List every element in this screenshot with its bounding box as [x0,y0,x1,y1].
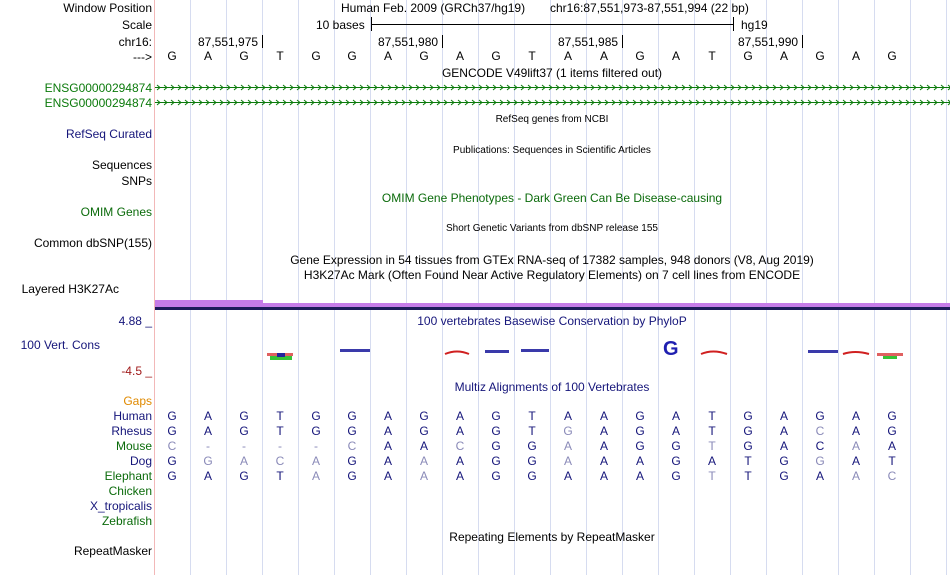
multiz-track-title: Multiz Alignments of 100 Vertebrates [454,380,650,394]
species-label-xtropicalis: X_tropicalis [89,499,152,513]
alignment-base: G [671,469,681,483]
alignment-base: T [888,454,896,468]
alignment-base: G [347,469,357,483]
alignment-base: G [491,439,501,453]
scale-label: Scale [121,18,152,32]
publications-track-title: Publications: Sequences in Scientific Articles [453,145,651,156]
reference-base: G [635,49,645,63]
omim-track-title: OMIM Gene Phenotypes - Dark Green Can Be Disease-causing [381,191,723,205]
position-readout: chr16:87,551,973-87,551,994 (22 bp) [550,1,749,15]
reference-base: G [239,49,249,63]
reference-base: A [599,49,608,63]
alignment-base: C [455,439,465,453]
alignment-base: G [527,439,537,453]
alignment-base: G [311,409,321,423]
alignment-base: G [239,424,249,438]
alignment-base: A [779,439,788,453]
alignment-base: T [276,409,284,423]
reference-base: A [779,49,788,63]
reference-base: A [383,49,392,63]
alignment-base: A [455,409,464,423]
alignment-base: G [743,424,753,438]
repeatmasker-track-title: Repeating Elements by RepeatMasker [449,530,655,544]
alignment-base: A [563,439,572,453]
scale-assembly: hg19 [741,18,768,32]
alignment-base: A [815,469,824,483]
alignment-base: G [887,424,897,438]
alignment-base: A [671,424,680,438]
alignment-base: C [815,424,825,438]
alignment-base: A [311,469,320,483]
chrom-label: chr16: [118,35,152,49]
alignment-base: G [491,469,501,483]
gene-model-1[interactable] [155,84,950,91]
alignment-base: A [851,409,860,423]
alignment-base: G [347,424,357,438]
coord-1: 87,551,975 [198,35,259,49]
alignment-base: G [563,424,573,438]
reference-base: T [708,49,716,63]
alignment-base: A [599,439,608,453]
alignment-base: G [239,469,249,483]
alignment-base: G [527,454,537,468]
reference-base: G [815,49,825,63]
alignment-base: T [708,409,716,423]
gaps-label: Gaps [123,394,152,408]
alignment-base: A [455,424,464,438]
h3k27ac-track-label[interactable]: Layered H3K27Ac [21,282,119,296]
coord-tick-2 [442,35,443,48]
alignment-base: G [167,409,177,423]
species-label-mouse: Mouse [115,439,152,453]
alignment-base: - [242,439,246,453]
gene-model-2[interactable] [155,99,950,106]
snps-track-label[interactable]: SNPs [121,174,152,188]
gtex-track-title: Gene Expression in 54 tissues from GTEx RNA-seq of 17382 samples, 948 donors (V8, Aug 2019) [290,253,814,267]
alignment-base: A [599,409,608,423]
alignment-base: A [419,454,428,468]
scale-bar-label: 10 bases [316,18,365,32]
alignment-base: A [383,439,392,453]
alignment-base: G [419,424,429,438]
alignment-base: A [851,454,860,468]
alignment-base: A [419,439,428,453]
gene-label-1[interactable]: ENSG00000294874 [44,81,152,95]
coord-tick-3 [622,35,623,48]
species-label-chicken: Chicken [108,484,152,498]
alignment-base: T [528,424,536,438]
alignment-base: A [455,454,464,468]
species-label-human: Human [113,409,152,423]
alignment-base: G [887,409,897,423]
alignment-base: A [671,409,680,423]
reference-base: A [851,49,860,63]
species-label-rhesus: Rhesus [111,424,152,438]
alignment-base: A [779,424,788,438]
alignment-base: T [708,439,716,453]
strand-arrow-label: ---> [133,50,152,64]
alignment-base: A [851,424,860,438]
coord-2: 87,551,980 [378,35,439,49]
reference-base: G [419,49,429,63]
track-label-column [0,0,155,575]
h3k27ac-track-title: H3K27Ac Mark (Often Found Near Active Regulatory Elements) on 7 cell lines from ENCODE [303,268,801,282]
alignment-base: G [527,469,537,483]
alignment-base: A [203,409,212,423]
alignment-base: A [311,454,320,468]
reference-base: A [563,49,572,63]
reference-base: G [311,49,321,63]
alignment-base: G [815,454,825,468]
conservation-logo [155,338,950,364]
alignment-base: T [276,469,284,483]
reference-base: G [887,49,897,63]
alignment-base: - [314,439,318,453]
alignment-base: A [455,469,464,483]
alignment-base: G [779,469,789,483]
coord-tick-4 [802,35,803,48]
cons-max-label: 4.88 _ [118,314,152,328]
alignment-base: T [708,469,716,483]
reference-base: A [671,49,680,63]
refseq-track-label[interactable]: RefSeq Curated [65,127,152,141]
reference-base: G [347,49,357,63]
scale-bar-tick-right [733,17,734,31]
sequences-track-label[interactable]: Sequences [91,158,152,172]
alignment-base: G [491,409,501,423]
alignment-base: C [275,454,285,468]
species-label-zebrafish: Zebrafish [101,514,152,528]
gencode-track-title: GENCODE V49lift37 (1 items filtered out) [441,66,663,80]
alignment-base: T [744,454,752,468]
refseq-track-title: RefSeq genes from NCBI [495,114,609,125]
reference-base: T [276,49,284,63]
alignment-base: A [239,454,248,468]
alignment-base: A [203,469,212,483]
reference-base: G [167,49,177,63]
dbsnp-track-label[interactable]: Common dbSNP(155) [33,236,152,250]
omim-track-label[interactable]: OMIM Genes [80,205,152,219]
phylop-track-title: 100 vertebrates Basewise Conservation by PhyloP [417,314,687,328]
gene-label-2[interactable]: ENSG00000294874 [44,96,152,110]
coord-3: 87,551,985 [558,35,619,49]
alignment-base: - [278,439,282,453]
alignment-base: G [347,409,357,423]
alignment-base: G [635,424,645,438]
alignment-base: C [887,469,897,483]
alignment-base: G [779,454,789,468]
alignment-base: C [167,439,177,453]
scale-bar [371,24,733,25]
species-label-elephant: Elephant [104,469,152,483]
alignment-base: G [743,439,753,453]
alignment-base: G [491,424,501,438]
alignment-base: A [419,469,428,483]
h3k27ac-baseline [155,307,950,310]
alignment-base: A [563,454,572,468]
reference-base: A [455,49,464,63]
cons-min-label: -4.5 _ [121,364,152,378]
alignment-base: G [203,454,213,468]
reference-base: G [491,49,501,63]
alignment-base: A [203,424,212,438]
alignment-base: A [635,469,644,483]
track-image[interactable] [155,0,950,575]
alignment-base: G [743,409,753,423]
alignment-base: G [167,454,177,468]
alignment-base: G [167,424,177,438]
alignment-base: A [599,424,608,438]
alignment-base: A [887,439,896,453]
alignment-base: A [383,424,392,438]
coord-tick-1 [262,35,263,48]
reference-base: G [743,49,753,63]
alignment-base: A [383,469,392,483]
alignment-base: A [383,454,392,468]
repeatmasker-track-label[interactable]: RepeatMasker [73,544,152,558]
alignment-base: G [491,454,501,468]
alignment-base: A [599,469,608,483]
alignment-base: A [563,469,572,483]
cons-track-label[interactable]: 100 Vert. Cons [20,338,100,352]
alignment-base: - [206,439,210,453]
alignment-base: A [851,439,860,453]
reference-base: T [528,49,536,63]
alignment-base: A [599,454,608,468]
species-label-dog: Dog [129,454,152,468]
alignment-base: T [528,409,536,423]
alignment-base: A [851,469,860,483]
coord-4: 87,551,990 [738,35,799,49]
alignment-base: G [635,439,645,453]
alignment-base: A [779,409,788,423]
alignment-base: A [707,454,716,468]
window-position-label: Window Position [63,1,152,15]
alignment-base: A [563,409,572,423]
alignment-base: A [383,409,392,423]
alignment-base: T [744,469,752,483]
svg-text:G: G [663,338,679,360]
dbsnp-track-title: Short Genetic Variants from dbSNP release 155 [446,223,658,234]
alignment-base: G [815,409,825,423]
alignment-base: G [635,409,645,423]
alignment-base: A [635,454,644,468]
alignment-base: T [276,424,284,438]
alignment-base: C [347,439,357,453]
alignment-base: G [167,469,177,483]
alignment-base: G [671,439,681,453]
alignment-base: T [708,424,716,438]
alignment-base: G [311,424,321,438]
assembly-title: Human Feb. 2009 (GRCh37/hg19) [341,1,526,15]
alignment-base: G [347,454,357,468]
alignment-base: G [239,409,249,423]
alignment-base: G [419,409,429,423]
alignment-base: G [671,454,681,468]
reference-base: A [203,49,212,63]
alignment-base: C [815,439,825,453]
